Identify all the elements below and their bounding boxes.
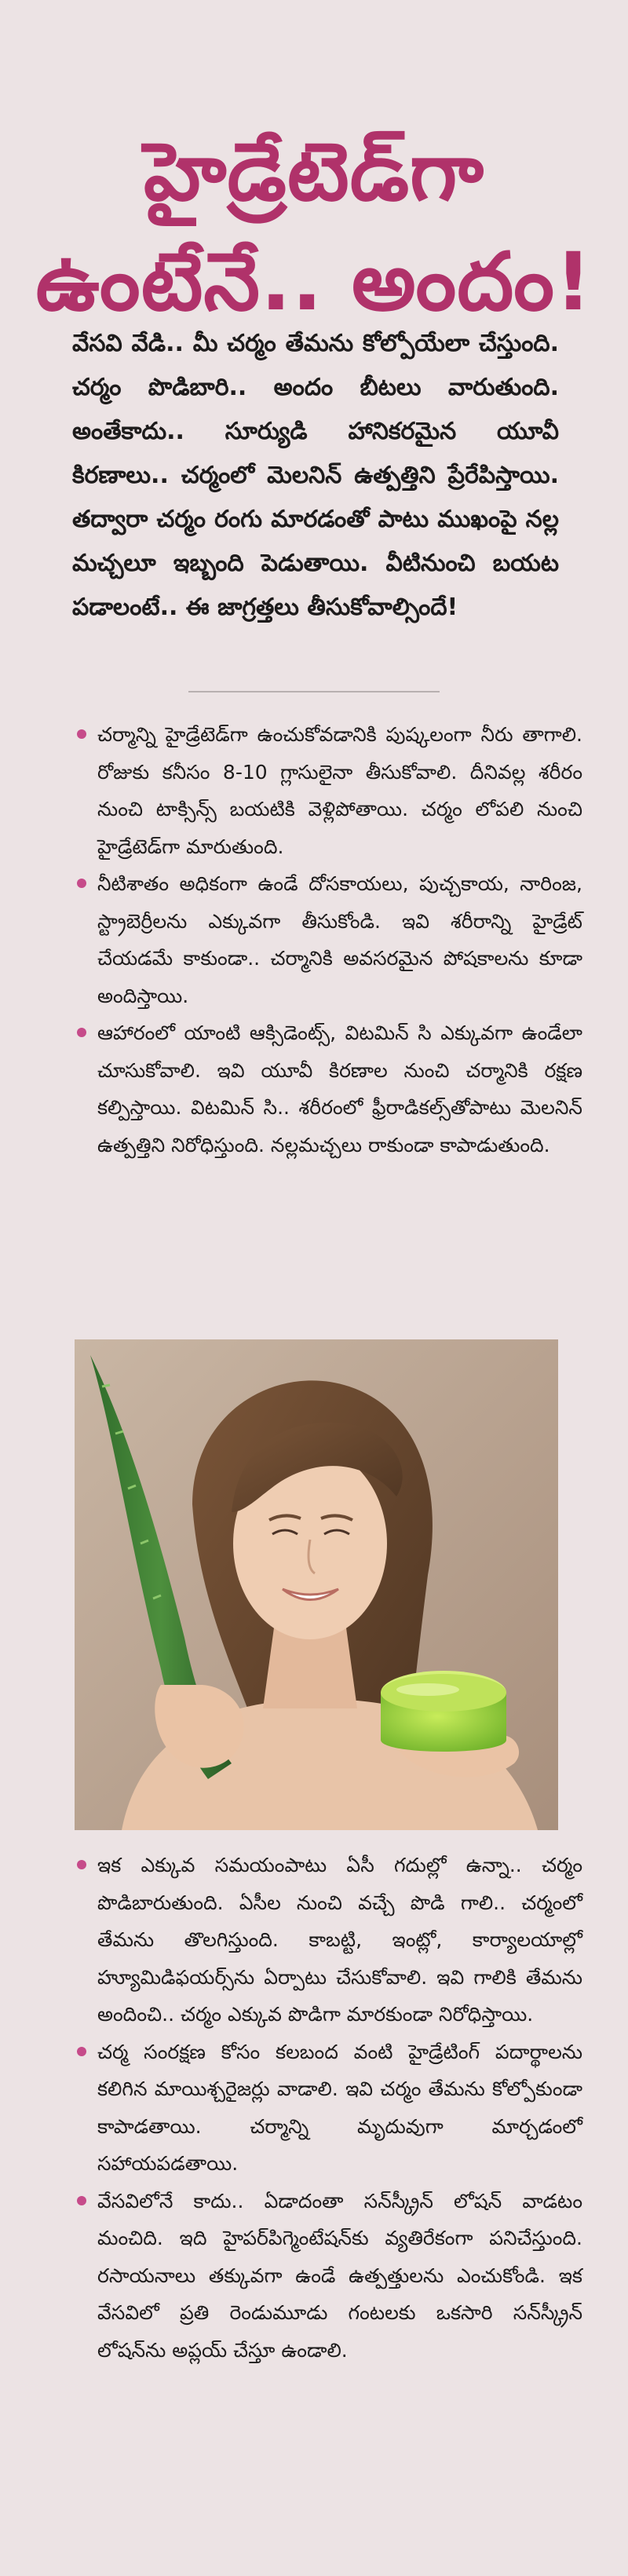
bullet-dot-icon (77, 2196, 86, 2205)
headline-line-1: హైడ్రేటెడ్‌గా (143, 126, 484, 220)
tip-text: వేసవిలోనే కాదు.. ఏడాదంతా సన్‌స్క్రీన్ లోషన్ వాడటం మంచిది. ఇది హైపర్‌పిగ్మెంటేషన్‌కు వ్యతిరేకంగా పనిచేస్తుంది. రసాయనాలు తక్కువగా ఉండే ఉత్పత్తులను ఎంచుకోండి. ఇక వేసవిలో ప్రతి రెండుమూడు గంటలకు ఒకసారి సన్‌స్క్రీన్ లోషన్‌ను అప్లయ్ చేస్తూ ఉండాలి. (97, 2189, 582, 2362)
headline (0, 118, 628, 338)
tip-item (72, 2033, 582, 2183)
tip-item (72, 865, 582, 1014)
tip-text: చర్మాన్ని హైడ్రేటెడ్‌గా ఉంచుకోవడానికి పుష్కలంగా నీరు తాగాలి. రోజుకు కనీసం 8-10 గ్లాసులైనా తీసుకోవాలి. దీనివల్ల శరీరం నుంచి టాక్సిన్స్ బయటికి వెళ్లిపోతాయి. చర్మం లోపలి నుంచి హైడ్రేటెడ్‌గా మారుతుంది. (97, 723, 582, 858)
article-photo (75, 1339, 558, 1830)
tips-list-bottom (72, 1847, 582, 2369)
bullet-dot-icon (77, 1860, 86, 1869)
bullet-dot-icon (77, 879, 86, 888)
bullet-dot-icon (77, 1028, 86, 1037)
intro-text: వేసవి వేడి.. మీ చర్మం తేమను కోల్పోయేలా చేస్తుంది. చర్మం పొడిబారి.. అందం బీటలు వారుతుంది. అంతేకాదు.. సూర్యుడి హానికరమైన యూవీ కిరణాలు.. చర్మంలో మెలనిన్ ఉత్పత్తిని ప్రేరేపిస్తాయి. తద్వారా చర్మం రంగు మారడంతో పాటు ముఖంపై నల్ల మచ్చలూ ఇబ్బంది పెడుతాయి. వీటినుంచి బయట పడాలంటే.. ఈ జాగ్రత్తలు తీసుకోవాల్సిందే! (72, 330, 559, 621)
tip-item (72, 2183, 582, 2370)
tip-text: ఇక ఎక్కువ సమయంపాటు ఏసీ గదుల్లో ఉన్నా.. చర్మం పొడిబారుతుంది. ఏసీల నుంచి వచ్చే పొడి గాలి.. చర్మంలో తేమను తొలగిస్తుంది. కాబట్టి, ఇంట్లో, కార్యాలయాల్లో హ్యూమిడిఫయర్స్‌ను ఏర్పాటు చేసుకోవాలి. ఇవి గాలికి తేమను అందించి.. చర్మం ఎక్కువ పొడిగా మారకుండా నిరోధిస్తాయి. (97, 1854, 582, 2026)
woman-with-aloe-illustration (75, 1339, 558, 1830)
bullet-dot-icon (77, 2047, 86, 2056)
tip-text: నీటిశాతం అధికంగా ఉండే దోసకాయలు, పుచ్చకాయ, నారింజ, స్ట్రాబెర్రీలను ఎక్కువగా తీసుకోండి. ఇవి శరీరాన్ని హైడ్రేట్ చేయడమే కాకుండా.. చర్మానికి అవసరమైన పోషకాలను కూడా అందిస్తాయి. (97, 872, 582, 1007)
bullet-dot-icon (77, 729, 86, 739)
tip-item (72, 1847, 582, 2033)
tip-item (72, 716, 582, 865)
tip-text: ఆహారంలో యాంటి ఆక్సిడెంట్స్, విటమిన్ సి ఎక్కువగా ఉండేలా చూసుకోవాలి. ఇవి యూవీ కిరణాల నుంచి చర్మానికి రక్షణ కల్పిస్తాయి. విటమిన్ సి.. శరీరంలో ఫ్రీరాడికల్స్‌తోపాటు మెలనిన్ ఉత్పత్తిని నిరోధిస్తుంది. నల్లమచ్చలు రాకుండా కాపాడుతుంది. (97, 1021, 582, 1156)
headline-line-2: ఉంటేనే.. అందం! (35, 236, 593, 330)
tips-list-top (72, 716, 582, 1164)
tip-item (72, 1014, 582, 1164)
tip-text: చర్మ సంరక్షణ కోసం కలబంద వంటి హైడ్రేటింగ్ పదార్థాలను కలిగిన మాయిశ్చరైజర్లు వాడాలి. ఇవి చర్మం తేమను కోల్పోకుండా కాపాడతాయి. చర్మాన్ని మృదువుగా మార్చడంలో సహాయపడతాయి. (97, 2040, 582, 2175)
section-divider (188, 691, 440, 692)
intro-paragraph (72, 322, 559, 630)
